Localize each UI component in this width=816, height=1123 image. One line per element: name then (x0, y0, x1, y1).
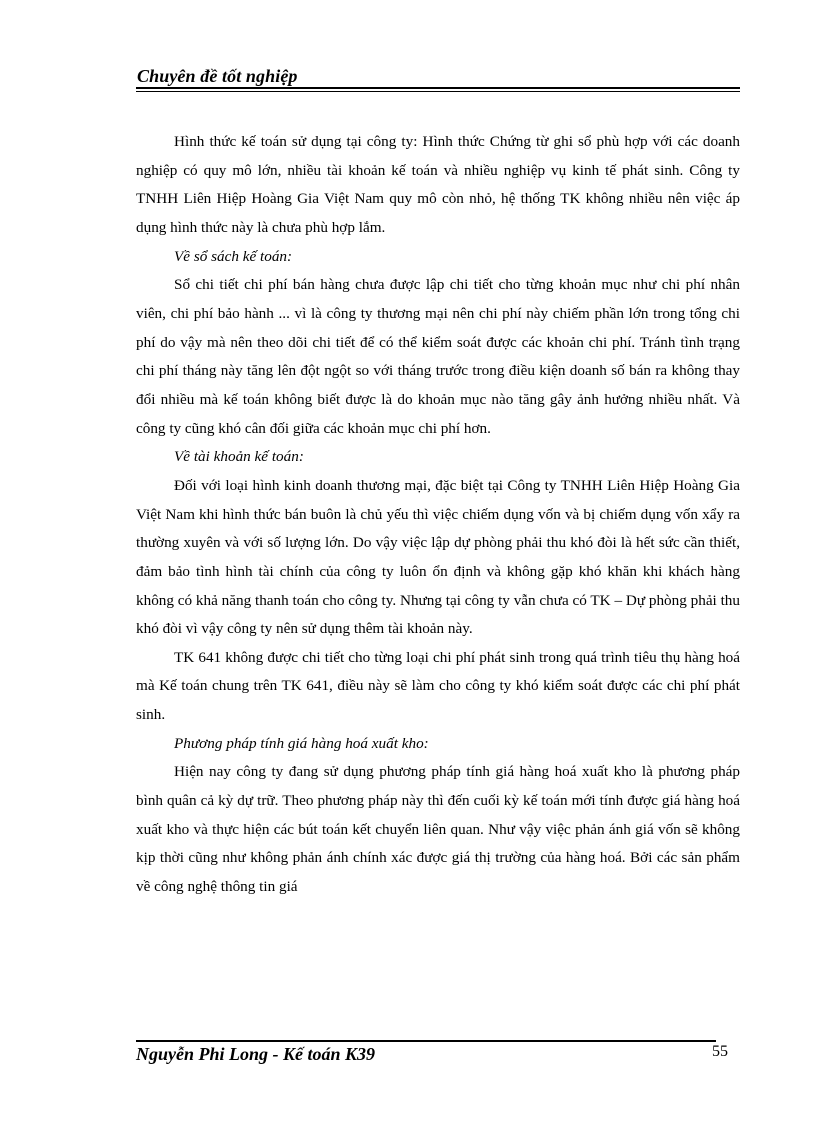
footer-author: Nguyễn Phi Long - Kế toán K39 (136, 1044, 376, 1064)
document-header-title: Chuyên đề tốt nghiệp (137, 66, 298, 86)
body-paragraph: Hình thức kế toán sử dụng tại công ty: Hình thức Chứng từ ghi sổ phù hợp với các doanh nghiệp có quy mô lớn, nhiều tài khoản kế toán và nhiều nghiệp vụ kinh tế phát sinh. Công ty TNHH Liên Hiệp Hoàng Gia Việt Nam quy mô còn nhỏ, hệ thống TK không nhiều nên việc áp dụng hình thức này là chưa phù hợp lắm. (136, 133, 740, 236)
section-subheading: Phương pháp tính giá hàng hoá xuất kho: (174, 734, 429, 752)
document-body (136, 128, 740, 902)
header-rule-secondary (136, 91, 740, 92)
body-paragraph: Hiện nay công ty đang sử dụng phương pháp tính giá hàng hoá xuất kho là phương pháp bình quân cả kỳ dự trữ. Theo phương pháp này thì đến cuối kỳ kế toán mới tính được giá hàng hoá xuất kho và thực hiện các bút toán kết chuyển liên quan. Như vậy việc phản ánh giá vốn sẽ không kịp thời cũng như không phản ánh chính xác được giá thị trường của hàng hoá. Bởi các sản phẩm về công nghệ thông tin giá (136, 763, 740, 896)
section-subheading: Về tài khoản kế toán: (174, 448, 304, 466)
header-rule (136, 87, 740, 89)
body-paragraph: Đối với loại hình kinh doanh thương mại, đặc biệt tại Công ty TNHH Liên Hiệp Hoàng Gia Việt Nam khi hình thức bán buôn là chủ yếu thì việc chiếm dụng vốn và bị chiếm dụng vốn xẩy ra thường xuyên và với số lượng lớn. Do vậy việc lập dự phòng phải thu khó đòi là hết sức cần thiết, đảm bảo tình hình tài chính của công ty luôn ổn định và không gặp khó khăn khi khách hàng không có khả năng thanh toán cho công ty. Nhưng tại công ty vẫn chưa có TK – Dự phòng phải thu khó đòi vì vậy công ty nên sử dụng thêm tài khoản này. (136, 476, 740, 638)
page-number: 55 (712, 1043, 728, 1060)
footer-rule (136, 1040, 716, 1042)
body-paragraph: TK 641 không được chi tiết cho từng loại chi phí phát sinh trong quá trình tiêu thụ hàng hoá mà Kế toán chung trên TK 641, điều này sẽ làm cho công ty khó kiểm soát được các chi phí phát sinh. (136, 648, 740, 724)
section-subheading: Về sổ sách kế toán: (174, 247, 293, 265)
body-paragraph: Sổ chi tiết chi phí bán hàng chưa được lập chi tiết cho từng khoản mục như chi phí nhân viên, chi phí bảo hành ... vì là công ty thương mại nên chi phí này chiếm phần lớn trong tổng chi phí do vậy mà nên theo dõi chi tiết để có thể kiểm soát được các khoản chi phí. Tránh tình trạng chi phí tháng này tăng lên đột ngột so với tháng trước trong điều kiện doanh số bán ra không thay đổi nhiều mà kế toán không biết được là do khoản mục nào tăng gây ảnh hưởng nhiều nhất. Và công ty cũng khó cân đối giữa các khoản mục chi phí hơn. (136, 276, 740, 437)
